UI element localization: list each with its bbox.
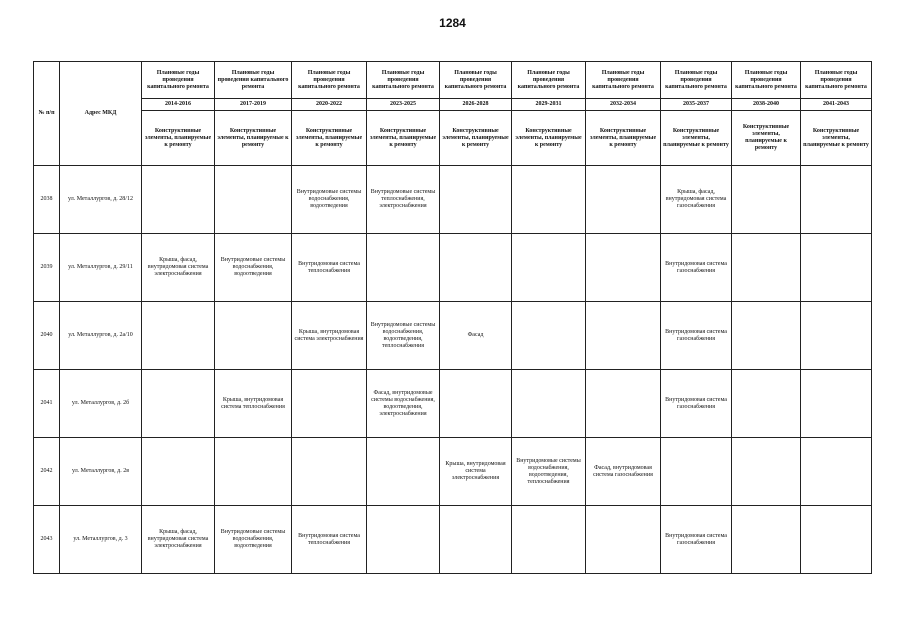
table-row xyxy=(34,166,872,234)
header-years-label: Плановые годы проведения капитального ремонта xyxy=(801,62,872,99)
repair-cell: Крыша, внутридомовая система электроснабжения xyxy=(292,302,367,370)
repair-cell xyxy=(142,166,215,234)
table-row xyxy=(34,234,872,302)
header-period: 2014-2016 xyxy=(142,99,215,111)
repair-cell xyxy=(801,302,872,370)
repair-cell: Крыша, фасад, внутридомовая система электроснабжения xyxy=(142,506,215,574)
repair-cell: Внутридомовая система газоснабжения xyxy=(661,506,732,574)
repair-cell xyxy=(732,370,801,438)
repair-cell xyxy=(215,438,292,506)
header-elements: Конструктивные элементы, планируемые к ремонту xyxy=(367,111,440,166)
repair-cell: Внутридомовая система газоснабжения xyxy=(661,370,732,438)
row-address: ул. Металлургов, д. 2в xyxy=(60,438,142,506)
row-address: ул. Металлургов, д. 3 xyxy=(60,506,142,574)
header-elements: Конструктивные элементы, планируемые к ремонту xyxy=(215,111,292,166)
page-number: 1284 xyxy=(439,16,466,30)
repair-cell xyxy=(440,234,512,302)
repair-cell xyxy=(586,506,661,574)
header-elements: Конструктивные элементы, планируемые к ремонту xyxy=(661,111,732,166)
header-period: 2020-2022 xyxy=(292,99,367,111)
header-num: № п/п xyxy=(34,62,60,166)
repair-cell xyxy=(512,370,586,438)
repair-cell xyxy=(512,166,586,234)
row-number: 2041 xyxy=(34,370,60,438)
header-elements: Конструктивные элементы, планируемые к ремонту xyxy=(512,111,586,166)
repair-cell xyxy=(512,302,586,370)
repair-cell: Крыша, фасад, внутридомовая система газоснабжения xyxy=(661,166,732,234)
header-years-label: Плановые годы проведения капитального ремонта xyxy=(732,62,801,99)
repair-cell: Крыша, внутридомовая система электроснабжения xyxy=(440,438,512,506)
repair-cell: Внутридомовые системы водоснабжения, водоотведения xyxy=(215,234,292,302)
header-row-periods xyxy=(34,99,872,111)
repair-cell xyxy=(367,234,440,302)
header-period: 2032-2034 xyxy=(586,99,661,111)
row-number: 2039 xyxy=(34,234,60,302)
repair-cell xyxy=(215,166,292,234)
repair-cell xyxy=(801,438,872,506)
repair-cell: Внутридомовые системы водоснабжения, водоотведения, теплоснабжения xyxy=(367,302,440,370)
row-address: ул. Металлургов, д. 28/12 xyxy=(60,166,142,234)
header-period: 2035-2037 xyxy=(661,99,732,111)
header-elements: Конструктивные элементы, планируемые к ремонту xyxy=(732,111,801,166)
header-elements: Конструктивные элементы, планируемые к ремонту xyxy=(440,111,512,166)
repair-cell: Фасад, внутридомовая система газоснабжения xyxy=(586,438,661,506)
header-period: 2038-2040 xyxy=(732,99,801,111)
row-number: 2038 xyxy=(34,166,60,234)
repair-cell: Внутридомовые системы водоснабжения, водоотведения xyxy=(292,166,367,234)
repair-cell xyxy=(732,506,801,574)
repair-cell xyxy=(512,234,586,302)
header-period: 2026-2028 xyxy=(440,99,512,111)
repair-cell xyxy=(512,506,586,574)
repair-cell: Внутридомовая система газоснабжения xyxy=(661,234,732,302)
repair-cell xyxy=(367,506,440,574)
repair-cell xyxy=(732,166,801,234)
row-address: ул. Металлургов, д. 2б xyxy=(60,370,142,438)
row-number: 2040 xyxy=(34,302,60,370)
header-years-label: Плановые годы проведения капитального ремонта xyxy=(292,62,367,99)
table-row xyxy=(34,302,872,370)
row-address: ул. Металлургов, д. 29/11 xyxy=(60,234,142,302)
repair-cell: Внутридомовая система теплоснабжения xyxy=(292,506,367,574)
header-years-label: Плановые годы проведения капитального ремонта xyxy=(586,62,661,99)
header-elements: Конструктивные элементы, планируемые к ремонту xyxy=(801,111,872,166)
repair-cell xyxy=(367,438,440,506)
repair-cell xyxy=(801,234,872,302)
header-period: 2017-2019 xyxy=(215,99,292,111)
repair-cell xyxy=(440,166,512,234)
header-years-label: Плановые годы проведения капитального ремонта xyxy=(512,62,586,99)
header-years-label: Плановые годы проведения капитального ремонта xyxy=(661,62,732,99)
repair-cell xyxy=(801,370,872,438)
header-years-label: Плановые годы проведения капитального ремонта xyxy=(215,62,292,99)
repair-cell xyxy=(215,302,292,370)
repair-cell xyxy=(142,302,215,370)
repair-cell xyxy=(440,506,512,574)
repair-cell: Внутридомовые системы водоснабжения, водоотведения xyxy=(215,506,292,574)
repair-cell: Внутридомовая система газоснабжения xyxy=(661,302,732,370)
header-row-elements xyxy=(34,111,872,166)
repair-cell xyxy=(732,438,801,506)
repair-cell xyxy=(801,166,872,234)
header-address: Адрес МКД xyxy=(60,62,142,166)
capital-repair-table xyxy=(33,61,872,574)
repair-cell: Крыша, внутридомовая система теплоснабжения xyxy=(215,370,292,438)
header-years-label: Плановые годы проведения капитального ремонта xyxy=(142,62,215,99)
repair-cell: Внутридомовые системы водоснабжения, водоотведения, теплоснабжения xyxy=(512,438,586,506)
header-years-label: Плановые годы проведения капитального ремонта xyxy=(367,62,440,99)
repair-cell: Внутридомовая система теплоснабжения xyxy=(292,234,367,302)
repair-cell xyxy=(661,438,732,506)
header-row-years xyxy=(34,62,872,99)
repair-cell: Крыша, фасад, внутридомовая система электроснабжения xyxy=(142,234,215,302)
table-row xyxy=(34,370,872,438)
header-years-label: Плановые годы проведения капитального ремонта xyxy=(440,62,512,99)
row-number: 2042 xyxy=(34,438,60,506)
header-elements: Конструктивные элементы, планируемые к ремонту xyxy=(292,111,367,166)
repair-cell xyxy=(801,506,872,574)
table-row xyxy=(34,506,872,574)
row-address: ул. Металлургов, д. 2а/10 xyxy=(60,302,142,370)
repair-cell xyxy=(586,234,661,302)
row-number: 2043 xyxy=(34,506,60,574)
repair-cell xyxy=(732,302,801,370)
repair-cell: Внутридомовые системы теплоснабжения, электроснабжения xyxy=(367,166,440,234)
table-row xyxy=(34,438,872,506)
repair-cell xyxy=(586,302,661,370)
header-period: 2041-2043 xyxy=(801,99,872,111)
header-elements: Конструктивные элементы, планируемые к ремонту xyxy=(142,111,215,166)
header-period: 2029-2031 xyxy=(512,99,586,111)
repair-cell xyxy=(292,438,367,506)
repair-cell: Фасад xyxy=(440,302,512,370)
repair-cell xyxy=(142,438,215,506)
repair-cell xyxy=(586,370,661,438)
repair-cell: Фасад, внутридомовые системы водоснабжения, водоотведения, электроснабжения xyxy=(367,370,440,438)
repair-cell xyxy=(142,370,215,438)
header-elements: Конструктивные элементы, планируемые к ремонту xyxy=(586,111,661,166)
repair-cell xyxy=(440,370,512,438)
repair-cell xyxy=(292,370,367,438)
repair-cell xyxy=(732,234,801,302)
header-period: 2023-2025 xyxy=(367,99,440,111)
repair-cell xyxy=(586,166,661,234)
